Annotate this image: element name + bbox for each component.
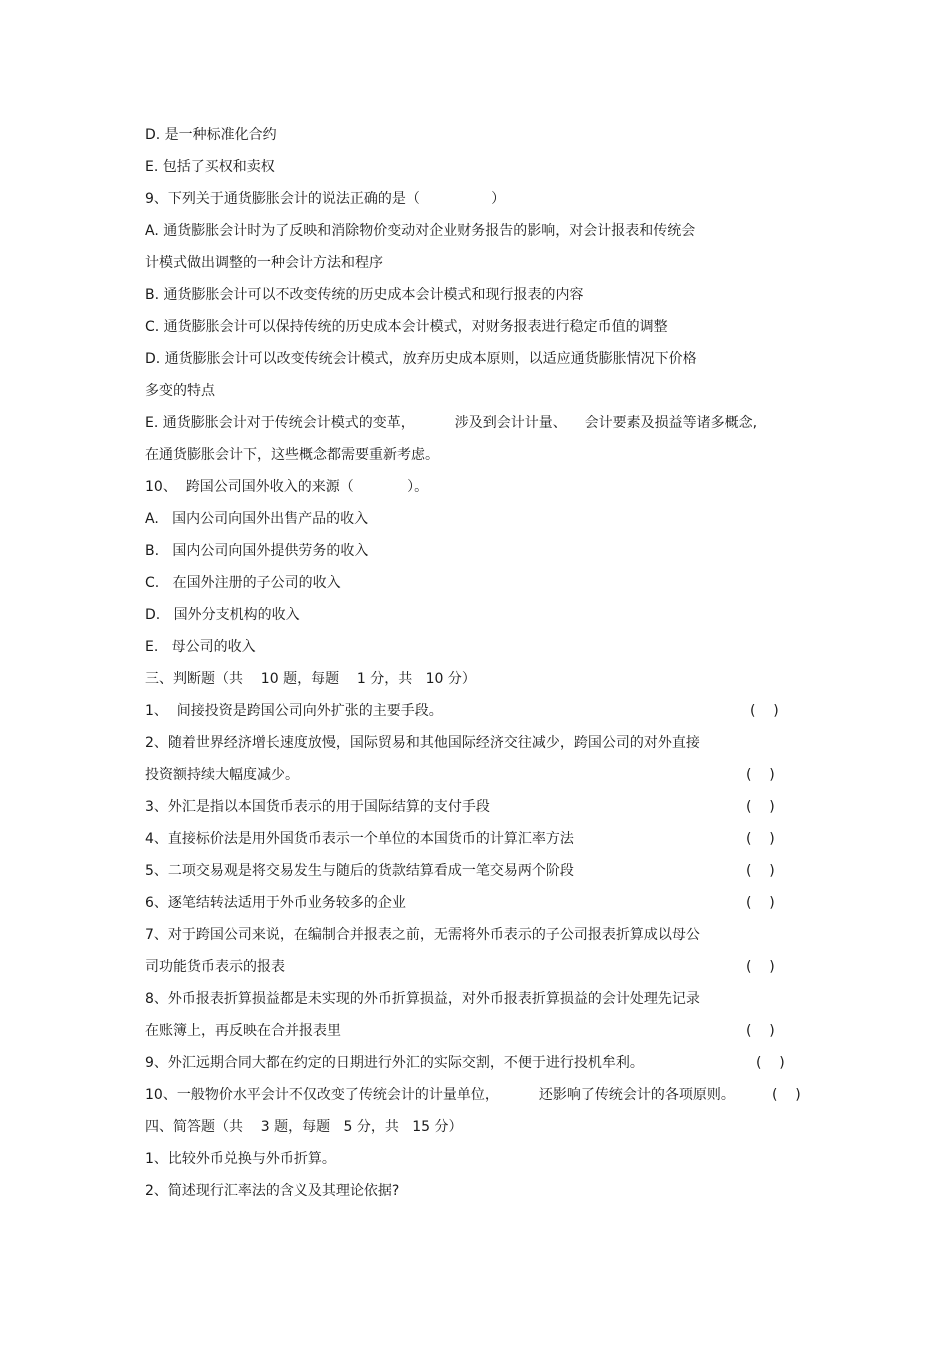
tf-answer-blank-1: ( ) xyxy=(750,703,779,719)
q10-option-c: C. 在国外注册的子公司的收入 xyxy=(145,575,341,591)
q9-option-d: D. 通货膨胀会计可以改变传统会计模式，放弃历史成本原则，以适应通货膨胀情况下价格 xyxy=(145,351,697,367)
q9-option-c: C. 通货膨胀会计可以保持传统的历史成本会计模式，对财务报表进行稳定币值的调整 xyxy=(145,319,668,335)
q10-option-b: B. 国内公司向国外提供劳务的收入 xyxy=(145,543,369,559)
q10-option-d: D. 国外分支机构的收入 xyxy=(145,607,300,623)
q9-option-e: E. 通货膨胀会计对于传统会计模式的变革， 涉及到会计计量、 会计要素及损益等诸多概念, xyxy=(145,415,758,431)
question-9-stem: 9、下列关于通货膨胀会计的说法正确的是（ ） xyxy=(145,191,506,207)
q9-option-b: B. 通货膨胀会计可以不改变传统的历史成本会计模式和现行报表的内容 xyxy=(145,287,584,303)
tf-question-6: 6、逐笔结转法适用于外币业务较多的企业 xyxy=(145,895,406,911)
tf-question-10: 10、一般物价水平会计不仅改变了传统会计的计量单位， 还影响了传统会计的各项原则。 xyxy=(145,1087,735,1103)
tf-question-7: 7、对于跨国公司来说，在编制合并报表之前，无需将外币表示的子公司报表折算成以母公 xyxy=(145,927,700,943)
section-4-heading: 四、简答题（共 3 题，每题 5 分，共 15 分） xyxy=(145,1119,463,1135)
option-e-line: E. 包括了买权和卖权 xyxy=(145,159,275,175)
tf-question-2-cont: 投资额持续大幅度减少。 xyxy=(145,767,299,783)
tf-answer-blank-5: ( ) xyxy=(746,863,775,879)
tf-question-2: 2、随着世界经济增长速度放慢，国际贸易和其他国际经济交往减少，跨国公司的对外直接 xyxy=(145,735,700,751)
tf-answer-blank-8: ( ) xyxy=(746,1023,775,1039)
tf-question-4: 4、直接标价法是用外国货币表示一个单位的本国货币的计算汇率方法 xyxy=(145,831,574,847)
short-answer-1: 1、比较外币兑换与外币折算。 xyxy=(145,1151,336,1167)
tf-question-5: 5、二项交易观是将交易发生与随后的货款结算看成一笔交易两个阶段 xyxy=(145,863,574,879)
q9-option-d-cont: 多变的特点 xyxy=(145,383,215,399)
tf-answer-blank-10: ( ) xyxy=(772,1087,801,1103)
tf-question-8-cont: 在账簿上，再反映在合并报表里 xyxy=(145,1023,341,1039)
tf-question-8: 8、外币报表折算损益都是未实现的外币折算损益，对外币报表折算损益的会计处理先记录 xyxy=(145,991,700,1007)
q10-option-a: A. 国内公司向国外出售产品的收入 xyxy=(145,511,369,527)
tf-question-7-cont: 司功能货币表示的报表 xyxy=(145,959,285,975)
tf-answer-blank-7: ( ) xyxy=(746,959,775,975)
option-d-line: D. 是一种标准化合约 xyxy=(145,127,277,143)
q9-option-a: A. 通货膨胀会计时为了反映和消除物价变动对企业财务报告的影响，对会计报表和传统会 xyxy=(145,223,696,239)
tf-question-1: 1、 间接投资是跨国公司向外扩张的主要手段。 xyxy=(145,703,443,719)
q9-option-e-cont: 在通货膨胀会计下，这些概念都需要重新考虑。 xyxy=(145,447,439,463)
question-10-stem: 10、 跨国公司国外收入的来源（ ）。 xyxy=(145,479,429,495)
tf-answer-blank-9: ( ) xyxy=(756,1055,785,1071)
tf-question-3: 3、外汇是指以本国货币表示的用于国际结算的支付手段 xyxy=(145,799,490,815)
tf-answer-blank-3: ( ) xyxy=(746,799,775,815)
q10-option-e: E. 母公司的收入 xyxy=(145,639,256,655)
tf-answer-blank-2: ( ) xyxy=(746,767,775,783)
section-3-heading: 三、判断题（共 10 题，每题 1 分，共 10 分） xyxy=(145,671,476,687)
tf-question-9: 9、外汇远期合同大都在约定的日期进行外汇的实际交割，不便于进行投机牟利。 xyxy=(145,1055,644,1071)
q9-option-a-cont: 计模式做出调整的一种会计方法和程序 xyxy=(145,255,383,271)
tf-answer-blank-4: ( ) xyxy=(746,831,775,847)
short-answer-2: 2、简述现行汇率法的含义及其理论依据? xyxy=(145,1183,400,1199)
tf-answer-blank-6: ( ) xyxy=(746,895,775,911)
